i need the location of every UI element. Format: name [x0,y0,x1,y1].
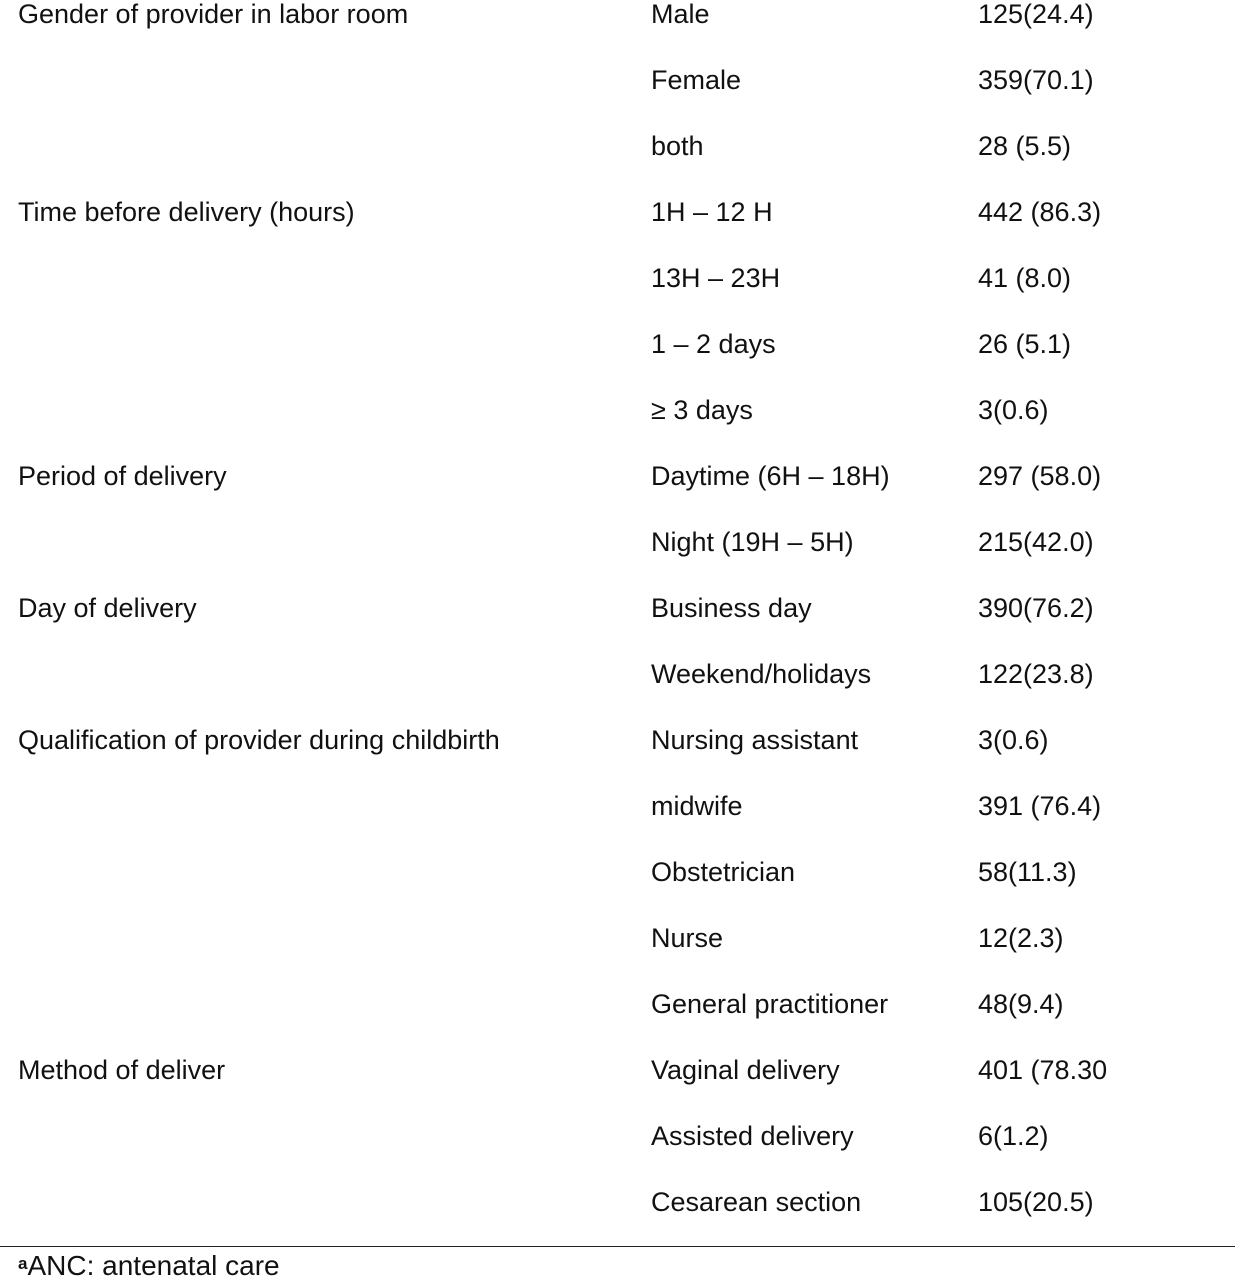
category-cell: ≥ 3 days [651,395,753,425]
footnote-marker: a [18,1254,28,1273]
category-cell: Nurse [651,923,724,953]
value-cell: 297 (58.0) [978,461,1102,491]
category-cell: Nursing assistant [651,725,859,755]
category-cell: 1 – 2 days [651,329,776,359]
value-cell: 28 (5.5) [978,131,1072,161]
category-cell: both [651,131,704,161]
value-cell: 125(24.4) [978,0,1094,29]
category-cell: Business day [651,593,812,623]
table-row [0,198,1237,264]
table-row [0,924,1237,990]
category-cell: Obstetrician [651,857,796,887]
value-cell: 3(0.6) [978,725,1049,755]
variable-cell: Day of delivery [18,593,197,623]
category-cell: Male [651,0,710,29]
value-cell: 58(11.3) [978,857,1077,887]
table-row [0,1122,1237,1188]
category-cell: Night (19H – 5H) [651,527,854,557]
value-cell: 3(0.6) [978,395,1049,425]
variable-cell: Qualification of provider during childbirth [18,725,500,755]
table-row [0,0,1237,66]
value-cell: 442 (86.3) [978,197,1102,227]
value-cell: 215(42.0) [978,527,1094,557]
table-row [0,858,1237,924]
table-row [0,594,1237,660]
category-cell: Vaginal delivery [651,1055,840,1085]
category-cell: Assisted delivery [651,1121,854,1151]
table-row [0,330,1237,396]
footnote-text: ANC: antenatal care [27,1250,280,1281]
table-row [0,990,1237,1056]
variable-cell: Gender of provider in labor room [18,0,409,29]
value-cell: 6(1.2) [978,1121,1049,1151]
table-row [0,1056,1237,1122]
table-row [0,726,1237,792]
category-cell: 1H – 12 H [651,197,773,227]
table-row [0,792,1237,858]
table-row [0,462,1237,528]
value-cell: 359(70.1) [978,65,1094,95]
value-cell: 122(23.8) [978,659,1094,689]
category-cell: Weekend/holidays [651,659,872,689]
table-row [0,1188,1237,1254]
variable-cell: Period of delivery [18,461,227,491]
table-row [0,396,1237,462]
category-cell: 13H – 23H [651,263,781,293]
table-footnote [18,1251,280,1281]
table-row [0,264,1237,330]
category-cell: General practitioner [651,989,889,1019]
value-cell: 105(20.5) [978,1187,1094,1217]
category-cell: Female [651,65,742,95]
category-cell: Daytime (6H – 18H) [651,461,890,491]
category-cell: Cesarean section [651,1187,862,1217]
value-cell: 48(9.4) [978,989,1064,1019]
category-cell: midwife [651,791,743,821]
value-cell: 41 (8.0) [978,263,1072,293]
value-cell: 12(2.3) [978,923,1064,953]
table-row [0,528,1237,594]
table-row [0,132,1237,198]
variable-cell: Time before delivery (hours) [18,197,355,227]
value-cell: 401 (78.30 [978,1055,1108,1085]
value-cell: 390(76.2) [978,593,1094,623]
table-row [0,660,1237,726]
table-row [0,66,1237,132]
table-bottom-rule [0,1246,1235,1247]
variable-cell: Method of deliver [18,1055,226,1085]
value-cell: 26 (5.1) [978,329,1072,359]
value-cell: 391 (76.4) [978,791,1102,821]
